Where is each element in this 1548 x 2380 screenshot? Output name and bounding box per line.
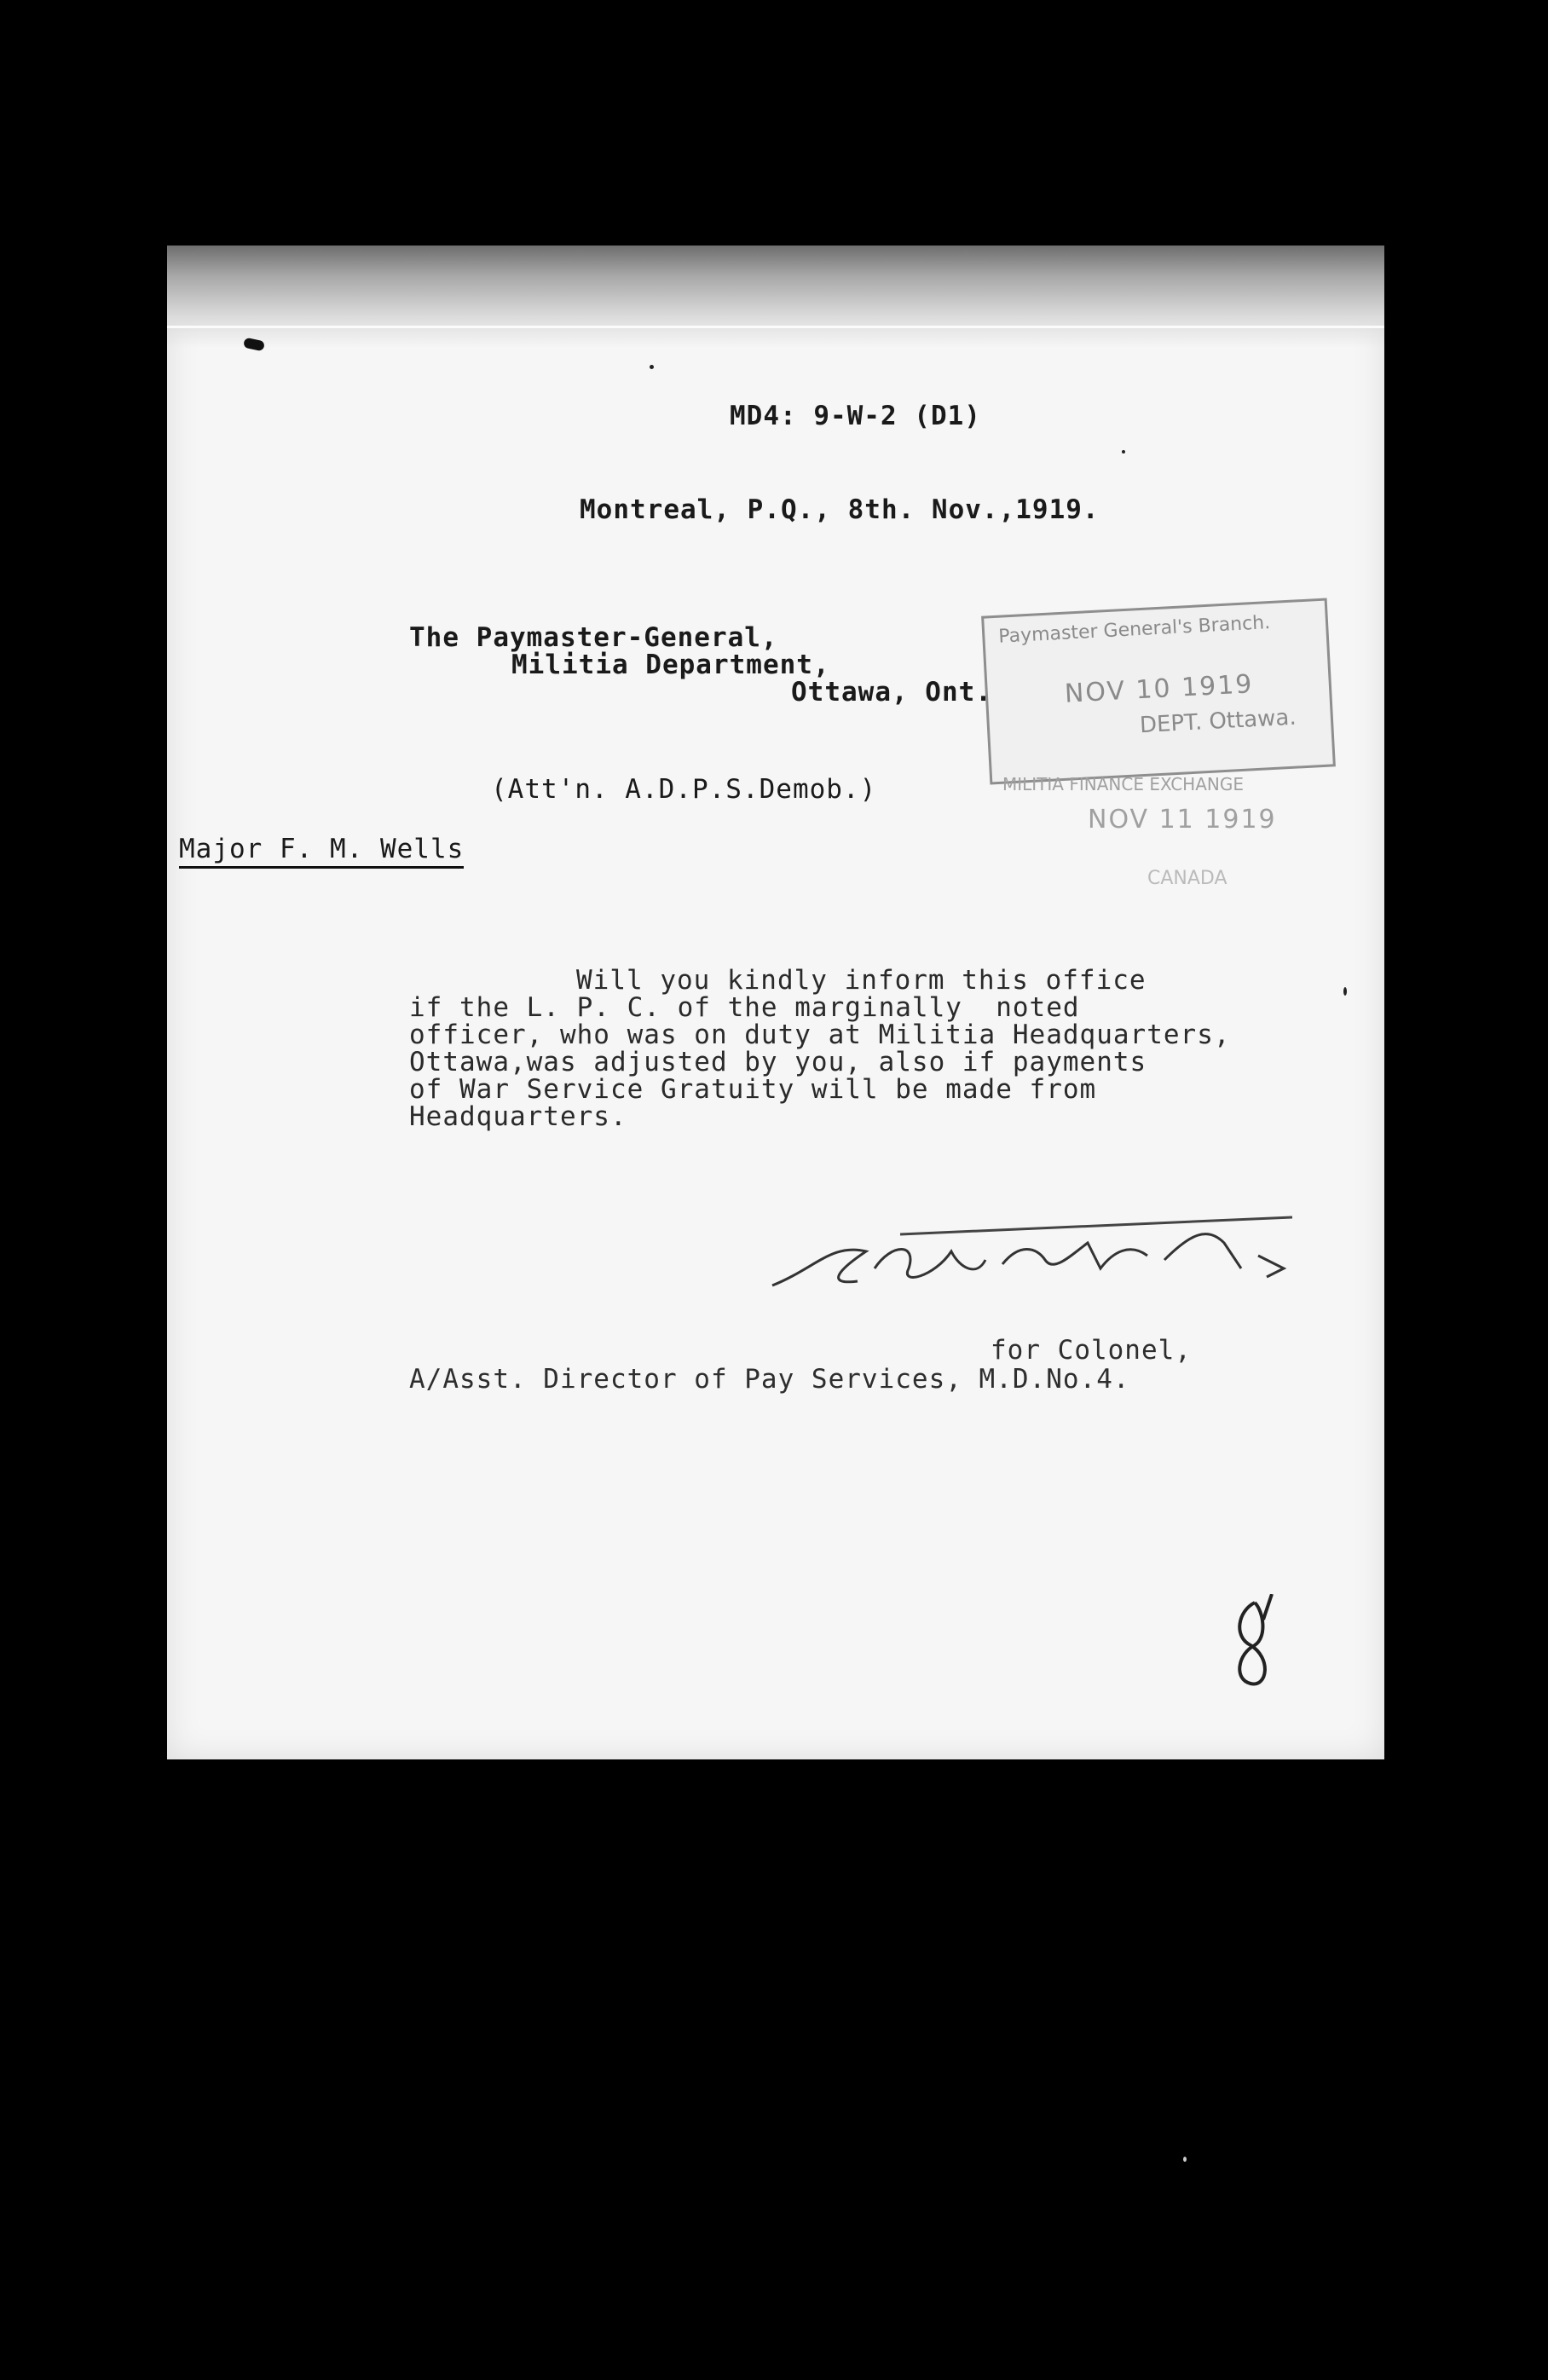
stamp2-country: CANADA <box>1147 868 1227 889</box>
scan-shadow <box>167 246 1384 348</box>
closing-for-colonel: for Colonel, <box>991 1335 1192 1366</box>
scan-dust <box>650 365 654 369</box>
scan-dust <box>1183 2157 1187 2162</box>
letter-body <box>409 967 1231 1130</box>
body-line: of War Service Gratuity will be made from <box>409 1074 1097 1105</box>
handwritten-page-number <box>1221 1594 1289 1696</box>
scan-dust <box>1122 450 1125 453</box>
addressee-line-3: Ottawa, Ont. <box>791 677 992 708</box>
stamp2-title: MILITIA FINANCE EXCHANGE <box>1002 774 1244 794</box>
stamp-date: NOV 10 1919 <box>1064 669 1255 709</box>
stamp-title: Paymaster General's Branch. <box>997 612 1271 648</box>
body-line: Ottawa,was adjusted by you, also if payments <box>409 1047 1147 1077</box>
scan-crease-line <box>167 326 1384 328</box>
addressee-line-1: The Paymaster-General, <box>409 622 778 653</box>
attention-line: (Att'n. A.D.P.S.Demob.) <box>491 774 877 805</box>
document-page <box>167 246 1384 1759</box>
body-line: Will you kindly inform this office <box>576 965 1147 996</box>
body-line: Headquarters. <box>409 1101 627 1132</box>
stamp-dept: DEPT. Ottawa. <box>1139 704 1297 739</box>
closing-title: A/Asst. Director of Pay Services, M.D.No.4. <box>409 1364 1130 1395</box>
handwritten-signature <box>764 1209 1309 1303</box>
file-reference: MD4: 9-W-2 (D1) <box>730 401 981 431</box>
body-line: officer, who was on duty at Militia Headquarters, <box>409 1020 1231 1050</box>
body-line: if the L. P. C. of the marginally noted <box>409 992 1080 1023</box>
place-date: Montreal, P.Q., 8th. Nov.,1919. <box>580 494 1100 525</box>
addressee-line-2: Militia Department, <box>511 650 830 680</box>
received-stamp <box>981 598 1336 785</box>
scan-dust <box>1343 987 1347 996</box>
stamp2-date: NOV 11 1919 <box>1088 805 1277 835</box>
marginal-note: Major F. M. Wells <box>179 834 464 869</box>
